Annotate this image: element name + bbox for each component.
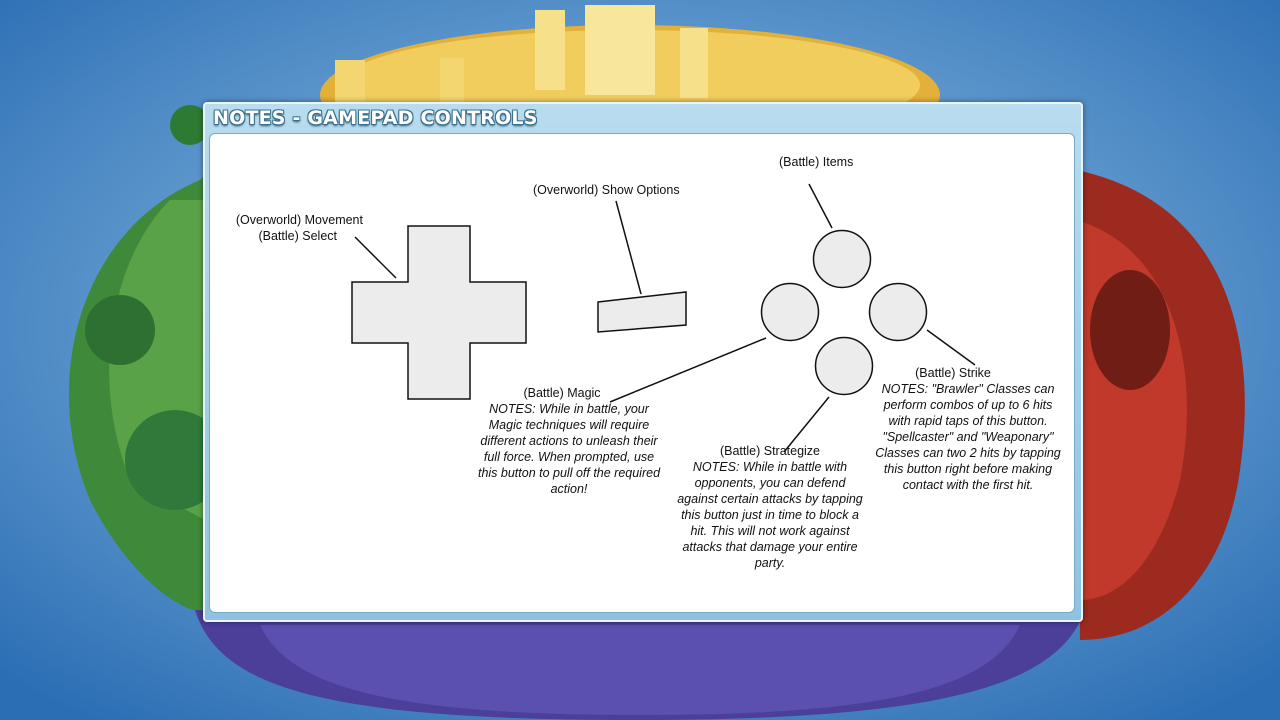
strategize-button-shape (816, 338, 873, 395)
dpad-icon (352, 226, 526, 399)
strike-leader-line (927, 330, 975, 365)
panel-title: NOTES - GAMEPAD CONTROLS (213, 107, 538, 129)
notes-panel (203, 102, 1083, 622)
items-leader-line (809, 184, 832, 228)
dpad-label (220, 212, 363, 244)
select-button-label: (Overworld) Show Options (533, 183, 680, 197)
select-button-shape (598, 292, 686, 332)
strategize-button-label: (Battle) Strategize (719, 444, 821, 458)
magic-button-label: (Battle) Magic (523, 386, 601, 400)
magic-button-notes: NOTES: While in battle, your Magic techniques will require different actions to unleash their full force. When prompted, use this button to pull off the required action! (477, 402, 661, 496)
strategize-button-notes: NOTES: While in battle with opponents, you can defend against certain attacks by tapping this button just in time to block a hit. This will not work against attacks that damage your entire party. (677, 460, 863, 570)
dpad-label-line1: (Overworld) Movement (235, 213, 363, 227)
controls-diagram-area (209, 133, 1075, 613)
magic-button-shape (762, 284, 819, 341)
strike-button-notes: NOTES: "Brawler" Classes can perform combos of up to 6 hits with rapid taps of this button. "Spellcaster" and "Weaponary" Classes can two 2 hits by tapping this button right before making contact with the first hit. (875, 382, 1061, 492)
strike-button-label: (Battle) Strike (915, 366, 991, 380)
items-button-shape (814, 231, 871, 288)
items-button-label: (Battle) Items (779, 155, 854, 169)
magic-leader-line (610, 338, 766, 402)
select-leader-line (616, 201, 641, 294)
dpad-label-line2: (Battle) Select (258, 229, 337, 243)
strike-button-shape (870, 284, 927, 341)
